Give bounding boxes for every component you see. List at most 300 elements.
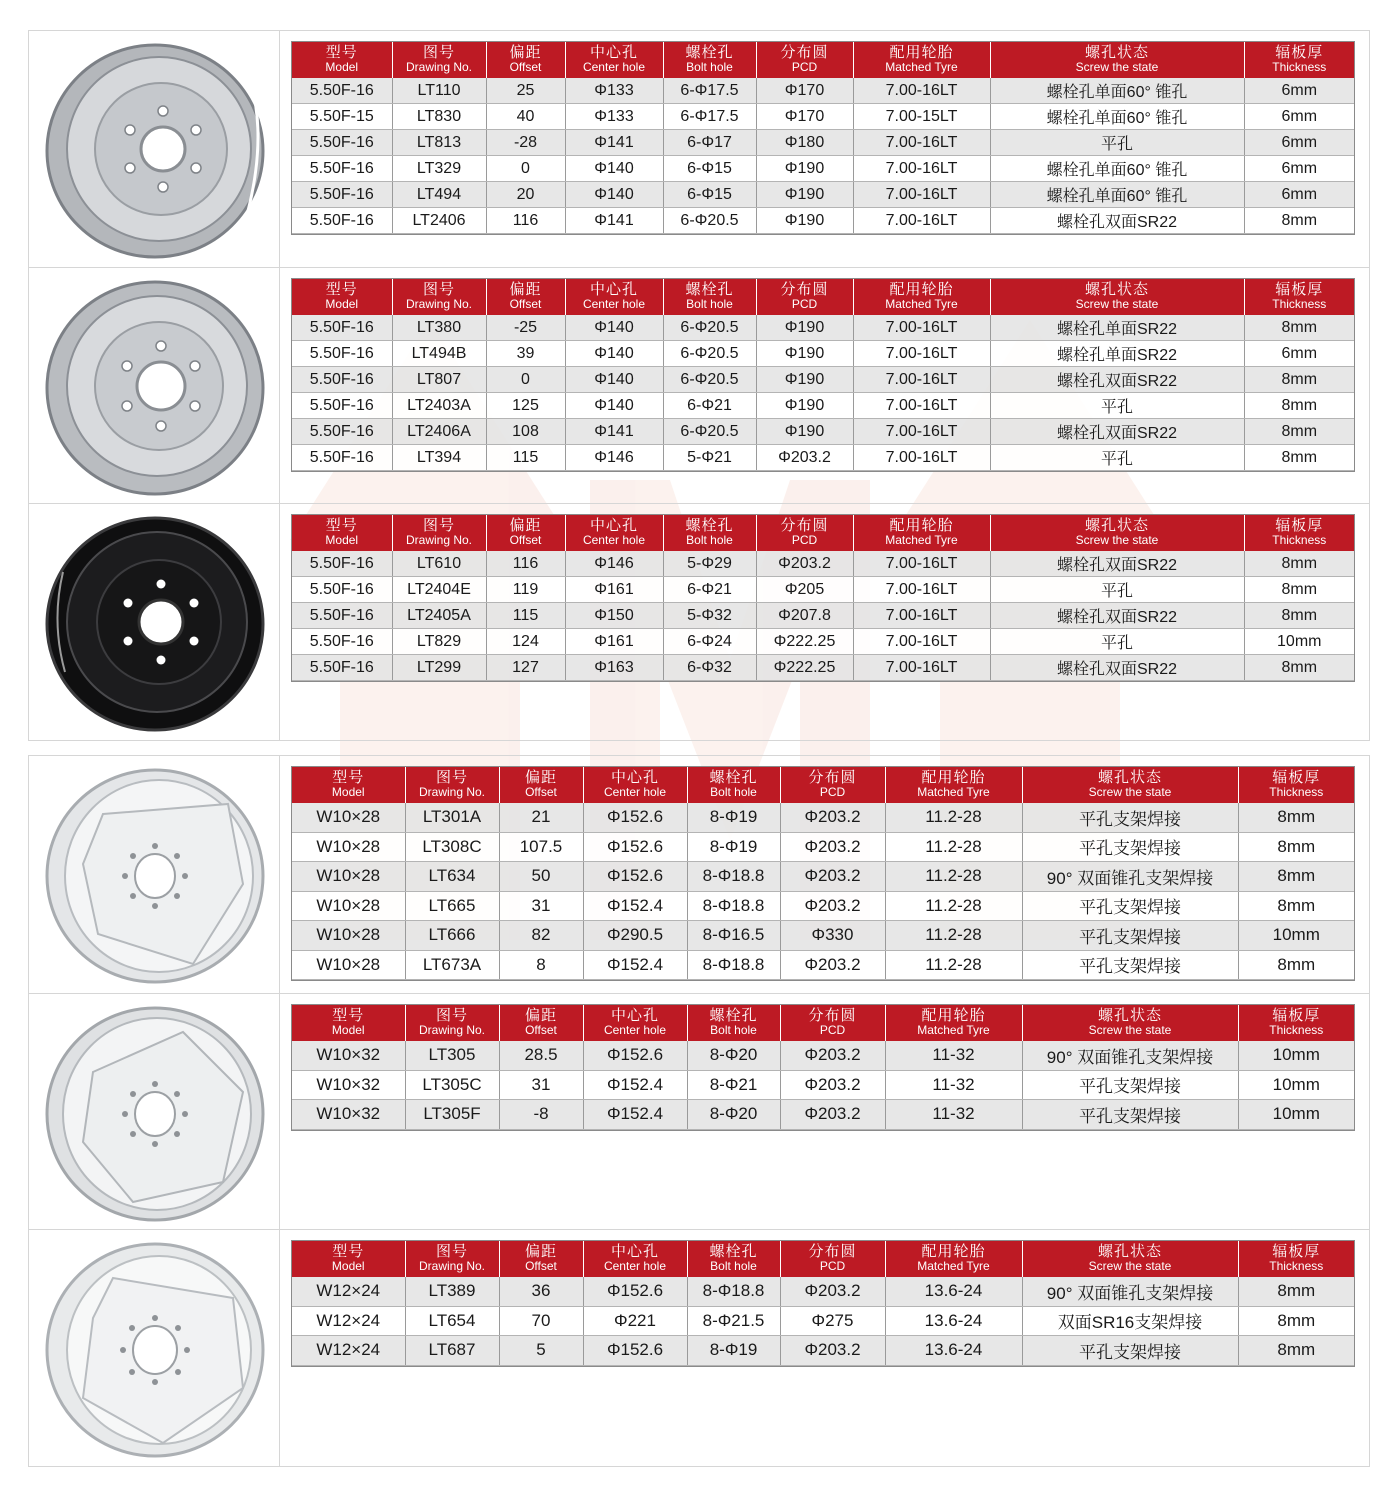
col-matched-tyre: 配用轮胎 Matched Tyre — [885, 1005, 1022, 1041]
table-body — [292, 78, 1354, 234]
table-cell: 6mm — [1244, 104, 1354, 130]
table-header — [292, 1241, 1354, 1277]
table-cell: LT380 — [392, 315, 486, 341]
table-cell: 6-Φ21 — [663, 393, 756, 419]
table-cell: 5-Φ32 — [663, 603, 756, 629]
table-cell: -8 — [499, 1100, 583, 1130]
table-cell: 螺栓孔双面SR22 — [990, 655, 1244, 681]
table-cell: 7.00-16LT — [853, 577, 990, 603]
table-cell: 5.50F-16 — [292, 551, 392, 577]
table-cell: 6-Φ32 — [663, 655, 756, 681]
table-row — [292, 367, 1354, 393]
col-screw-state: 螺孔状态 Screw the state — [990, 42, 1244, 78]
table-cell: Φ133 — [565, 78, 663, 104]
table-cell: 5.50F-16 — [292, 208, 392, 234]
col-model: 型号 Model — [292, 279, 392, 315]
table-cell: 8 — [499, 950, 583, 980]
table-cell: 6mm — [1244, 341, 1354, 367]
col-matched-tyre: 配用轮胎 Matched Tyre — [853, 279, 990, 315]
table-cell: 8-Φ18.8 — [687, 891, 780, 921]
table-cell: 108 — [486, 419, 565, 445]
table-cell: Φ152.6 — [583, 803, 687, 832]
col-offset: 偏距 Offset — [486, 279, 565, 315]
table-cell: Φ140 — [565, 156, 663, 182]
col-thickness: 辐板厚 Thickness — [1244, 515, 1354, 551]
table-cell: Φ140 — [565, 341, 663, 367]
table-cell: 7.00-16LT — [853, 156, 990, 182]
table-cell: 8-Φ20 — [687, 1041, 780, 1070]
table-cell: 11.2-28 — [885, 803, 1022, 832]
table-cell: 螺栓孔双面SR22 — [990, 419, 1244, 445]
table-row — [292, 803, 1354, 832]
table-cell: 6-Φ24 — [663, 629, 756, 655]
table-cell: Φ203.2 — [756, 551, 853, 577]
table-cell: 21 — [499, 803, 583, 832]
table-cell: 8-Φ18.8 — [687, 862, 780, 892]
col-drawing-no: 图号 Drawing No. — [392, 515, 486, 551]
table-cell: 13.6-24 — [885, 1306, 1022, 1336]
wheel-silver-image — [43, 39, 267, 261]
col-pcd: 分布圆 PCD — [780, 767, 885, 803]
table-cell: LT610 — [392, 551, 486, 577]
table-cell: 7.00-15LT — [853, 104, 990, 130]
table-cell: 7.00-16LT — [853, 315, 990, 341]
table-cell: 8mm — [1244, 393, 1354, 419]
section-2 — [29, 267, 1369, 504]
table-cell: LT2404E — [392, 577, 486, 603]
table-cell: 7.00-16LT — [853, 208, 990, 234]
col-screw-state: 螺孔状态 Screw the state — [1022, 1241, 1238, 1277]
table-cell: Φ190 — [756, 419, 853, 445]
table-row — [292, 1070, 1354, 1100]
table-row — [292, 832, 1354, 862]
table-body — [292, 1277, 1354, 1365]
table-header — [292, 1005, 1354, 1041]
table-body — [292, 1041, 1354, 1129]
table-cell: 8mm — [1244, 208, 1354, 234]
table-cell: 10mm — [1244, 629, 1354, 655]
table-cell: Φ203.2 — [780, 1070, 885, 1100]
table-cell: LT654 — [405, 1306, 499, 1336]
wheel-image-cell — [29, 756, 280, 993]
table-cell: 平孔支架焊接 — [1022, 1336, 1238, 1366]
table-cell: Φ275 — [780, 1306, 885, 1336]
table-cell: Φ190 — [756, 315, 853, 341]
table-row — [292, 104, 1354, 130]
table-cell: Φ190 — [756, 341, 853, 367]
col-bolt-hole: 螺栓孔 Bolt hole — [687, 1241, 780, 1277]
col-model: 型号 Model — [292, 767, 405, 803]
table-cell: LT813 — [392, 130, 486, 156]
table-header — [292, 515, 1354, 551]
table-cell: 5.50F-16 — [292, 130, 392, 156]
table-cell: 6-Φ21 — [663, 577, 756, 603]
table-cell: 平孔 — [990, 629, 1244, 655]
table-cell: Φ203.2 — [780, 1336, 885, 1366]
table-cell: 7.00-16LT — [853, 603, 990, 629]
table-row — [292, 419, 1354, 445]
table-cell: 5-Φ21 — [663, 445, 756, 471]
table-cell: Φ150 — [565, 603, 663, 629]
table-cell: LT665 — [405, 891, 499, 921]
table-cell: 5.50F-16 — [292, 182, 392, 208]
group-550f — [28, 30, 1370, 741]
table-cell: 8mm — [1238, 1277, 1354, 1306]
table-cell: 5.50F-16 — [292, 629, 392, 655]
table-cell: 0 — [486, 367, 565, 393]
table-header — [292, 767, 1354, 803]
table-cell: 8mm — [1238, 803, 1354, 832]
table-cell: W10×28 — [292, 891, 405, 921]
col-offset: 偏距 Offset — [499, 767, 583, 803]
table-cell: 6-Φ17 — [663, 130, 756, 156]
table-row — [292, 182, 1354, 208]
col-drawing-no: 图号 Drawing No. — [405, 1241, 499, 1277]
spec-table-4 — [292, 767, 1354, 980]
table-cell: 70 — [499, 1306, 583, 1336]
table-cell: LT301A — [405, 803, 499, 832]
table-cell: Φ205 — [756, 577, 853, 603]
table-row — [292, 315, 1354, 341]
col-model: 型号 Model — [292, 515, 392, 551]
col-matched-tyre: 配用轮胎 Matched Tyre — [885, 767, 1022, 803]
table-cell: W10×28 — [292, 832, 405, 862]
table-cell: Φ190 — [756, 182, 853, 208]
table-cell: 螺栓孔单面60° 锥孔 — [990, 78, 1244, 104]
table-cell: W10×28 — [292, 950, 405, 980]
table-cell: W10×28 — [292, 862, 405, 892]
table-cell: 平孔 — [990, 130, 1244, 156]
table-cell: Φ152.4 — [583, 1070, 687, 1100]
table-cell: Φ152.6 — [583, 832, 687, 862]
col-bolt-hole: 螺栓孔 Bolt hole — [687, 1005, 780, 1041]
table-cell: LT2406 — [392, 208, 486, 234]
table-cell: Φ146 — [565, 445, 663, 471]
table-row — [292, 891, 1354, 921]
table-row — [292, 130, 1354, 156]
col-center-hole: 中心孔 Center hole — [565, 42, 663, 78]
table-cell: 6-Φ20.5 — [663, 419, 756, 445]
table-cell: LT308C — [405, 832, 499, 862]
table-row — [292, 921, 1354, 951]
table-row — [292, 393, 1354, 419]
table-cell: 116 — [486, 208, 565, 234]
table-row — [292, 156, 1354, 182]
table-cell: 90° 双面锥孔支架焊接 — [1022, 862, 1238, 892]
wheel-black-image — [43, 512, 267, 734]
table-cell: 6-Φ20.5 — [663, 341, 756, 367]
spec-table-6 — [292, 1241, 1354, 1366]
table-cell: Φ203.2 — [756, 445, 853, 471]
col-matched-tyre: 配用轮胎 Matched Tyre — [853, 515, 990, 551]
table-cell: 25 — [486, 78, 565, 104]
col-drawing-no: 图号 Drawing No. — [392, 279, 486, 315]
table-cell: 8-Φ20 — [687, 1100, 780, 1130]
table-cell: Φ146 — [565, 551, 663, 577]
table-cell: 6-Φ15 — [663, 182, 756, 208]
table-cell: 39 — [486, 341, 565, 367]
table-cell: 平孔支架焊接 — [1022, 1070, 1238, 1100]
table-cell: 8-Φ18.8 — [687, 950, 780, 980]
table-row — [292, 862, 1354, 892]
table-cell: 8mm — [1244, 445, 1354, 471]
table-cell: Φ190 — [756, 156, 853, 182]
table-cell: Φ152.6 — [583, 1041, 687, 1070]
table-cell: 5.50F-16 — [292, 315, 392, 341]
spec-table-3 — [292, 515, 1354, 681]
table-cell: Φ190 — [756, 367, 853, 393]
table-cell: LT329 — [392, 156, 486, 182]
col-offset: 偏距 Offset — [499, 1005, 583, 1041]
table-cell: 8-Φ19 — [687, 832, 780, 862]
table-cell: 6mm — [1244, 78, 1354, 104]
spec-table-5 — [292, 1005, 1354, 1130]
table-cell: 6-Φ17.5 — [663, 78, 756, 104]
table-cell: 7.00-16LT — [853, 445, 990, 471]
table-cell: Φ203.2 — [780, 862, 885, 892]
spec-table-2 — [292, 279, 1354, 471]
table-cell: 5.50F-15 — [292, 104, 392, 130]
table-cell: 8mm — [1244, 551, 1354, 577]
table-cell: LT687 — [405, 1336, 499, 1366]
table-cell: 6mm — [1244, 156, 1354, 182]
table-cell: 8mm — [1238, 891, 1354, 921]
table-row — [292, 1041, 1354, 1070]
wheel-image-cell — [29, 504, 280, 741]
section-6 — [29, 1229, 1369, 1467]
col-offset: 偏距 Offset — [486, 42, 565, 78]
table-cell: 7.00-16LT — [853, 551, 990, 577]
table-cell: LT305F — [405, 1100, 499, 1130]
table-cell: -25 — [486, 315, 565, 341]
table-cell: 平孔支架焊接 — [1022, 803, 1238, 832]
section-3 — [29, 503, 1369, 741]
table-cell: 11.2-28 — [885, 950, 1022, 980]
col-matched-tyre: 配用轮胎 Matched Tyre — [853, 42, 990, 78]
table-cell: 90° 双面锥孔支架焊接 — [1022, 1041, 1238, 1070]
table-cell: Φ141 — [565, 419, 663, 445]
table-cell: Φ221 — [583, 1306, 687, 1336]
table-row — [292, 208, 1354, 234]
col-thickness: 辐板厚 Thickness — [1238, 1005, 1354, 1041]
table-cell: W10×28 — [292, 921, 405, 951]
table-cell: 5.50F-16 — [292, 367, 392, 393]
table-cell: 11.2-28 — [885, 891, 1022, 921]
table-cell: 127 — [486, 655, 565, 681]
col-bolt-hole: 螺栓孔 Bolt hole — [663, 515, 756, 551]
table-row — [292, 551, 1354, 577]
table-cell: 11-32 — [885, 1041, 1022, 1070]
table-cell: 7.00-16LT — [853, 655, 990, 681]
table-cell: 7.00-16LT — [853, 419, 990, 445]
table-cell: 10mm — [1238, 1041, 1354, 1070]
table-cell: 116 — [486, 551, 565, 577]
table-cell: Φ330 — [780, 921, 885, 951]
col-pcd: 分布圆 PCD — [756, 515, 853, 551]
table-cell: 5-Φ29 — [663, 551, 756, 577]
col-model: 型号 Model — [292, 1241, 405, 1277]
table-cell: 11-32 — [885, 1100, 1022, 1130]
table-cell: Φ152.4 — [583, 1100, 687, 1130]
col-bolt-hole: 螺栓孔 Bolt hole — [687, 767, 780, 803]
table-cell: LT305 — [405, 1041, 499, 1070]
table-cell: Φ152.6 — [583, 1277, 687, 1306]
table-cell: W10×32 — [292, 1041, 405, 1070]
table-cell: 7.00-16LT — [853, 393, 990, 419]
table-cell: 115 — [486, 445, 565, 471]
table-cell: 82 — [499, 921, 583, 951]
table-cell: Φ180 — [756, 130, 853, 156]
table-cell: Φ140 — [565, 182, 663, 208]
table-cell: 28.5 — [499, 1041, 583, 1070]
table-row — [292, 950, 1354, 980]
table-header — [292, 42, 1354, 78]
table-cell: 螺栓孔双面SR22 — [990, 208, 1244, 234]
table-cell: 7.00-16LT — [853, 130, 990, 156]
table-cell: 5.50F-16 — [292, 445, 392, 471]
table-cell: 0 — [486, 156, 565, 182]
table-cell: 6-Φ20.5 — [663, 208, 756, 234]
col-pcd: 分布圆 PCD — [780, 1005, 885, 1041]
table-cell: 平孔 — [990, 445, 1244, 471]
table-cell: 10mm — [1238, 921, 1354, 951]
table-cell: W10×32 — [292, 1100, 405, 1130]
table-cell: Φ161 — [565, 577, 663, 603]
col-model: 型号 Model — [292, 1005, 405, 1041]
table-cell: 5.50F-16 — [292, 393, 392, 419]
col-pcd: 分布圆 PCD — [756, 279, 853, 315]
table-cell: Φ207.8 — [756, 603, 853, 629]
table-cell: 平孔支架焊接 — [1022, 921, 1238, 951]
table-cell: LT299 — [392, 655, 486, 681]
table-cell: 7.00-16LT — [853, 341, 990, 367]
wheel-white-image — [43, 1238, 267, 1460]
table-cell: 7.00-16LT — [853, 78, 990, 104]
table-cell: Φ163 — [565, 655, 663, 681]
table-cell: 螺栓孔双面SR22 — [990, 551, 1244, 577]
table-cell: W12×24 — [292, 1306, 405, 1336]
wheel-silver-image — [43, 276, 267, 498]
table-cell: 6-Φ20.5 — [663, 367, 756, 393]
col-thickness: 辐板厚 Thickness — [1244, 42, 1354, 78]
table-cell: 8mm — [1238, 862, 1354, 892]
table-cell: W12×24 — [292, 1336, 405, 1366]
col-offset: 偏距 Offset — [486, 515, 565, 551]
table-cell: Φ140 — [565, 367, 663, 393]
table-cell: 7.00-16LT — [853, 629, 990, 655]
table-cell: Φ203.2 — [780, 891, 885, 921]
col-screw-state: 螺孔状态 Screw the state — [1022, 1005, 1238, 1041]
table-cell: 8-Φ21.5 — [687, 1306, 780, 1336]
table-header — [292, 279, 1354, 315]
table-cell: 31 — [499, 891, 583, 921]
table-cell: 20 — [486, 182, 565, 208]
table-cell: 8-Φ18.8 — [687, 1277, 780, 1306]
table-cell: 6-Φ17.5 — [663, 104, 756, 130]
table-cell: LT494B — [392, 341, 486, 367]
table-cell: 5.50F-16 — [292, 341, 392, 367]
table-cell: 50 — [499, 862, 583, 892]
wheel-white-image — [43, 1002, 267, 1224]
table-cell: LT829 — [392, 629, 486, 655]
table-row — [292, 78, 1354, 104]
table-cell: Φ203.2 — [780, 1100, 885, 1130]
col-matched-tyre: 配用轮胎 Matched Tyre — [885, 1241, 1022, 1277]
table-cell: -28 — [486, 130, 565, 156]
table-cell: 125 — [486, 393, 565, 419]
table-cell: Φ152.6 — [583, 1336, 687, 1366]
table-body — [292, 803, 1354, 980]
col-pcd: 分布圆 PCD — [780, 1241, 885, 1277]
table-cell: 螺栓孔单面60° 锥孔 — [990, 156, 1244, 182]
table-cell: W12×24 — [292, 1277, 405, 1306]
col-bolt-hole: 螺栓孔 Bolt hole — [663, 279, 756, 315]
col-thickness: 辐板厚 Thickness — [1238, 767, 1354, 803]
table-cell: Φ190 — [756, 393, 853, 419]
table-cell: 螺栓孔双面SR22 — [990, 367, 1244, 393]
table-cell: Φ161 — [565, 629, 663, 655]
table-cell: Φ222.25 — [756, 629, 853, 655]
table-row — [292, 655, 1354, 681]
table-cell: 7.00-16LT — [853, 367, 990, 393]
table-cell: 107.5 — [499, 832, 583, 862]
table-cell: 11-32 — [885, 1070, 1022, 1100]
col-thickness: 辐板厚 Thickness — [1244, 279, 1354, 315]
table-cell: 8-Φ19 — [687, 803, 780, 832]
table-cell: Φ203.2 — [780, 1041, 885, 1070]
table-cell: Φ152.4 — [583, 891, 687, 921]
table-cell: 8mm — [1238, 950, 1354, 980]
table-cell: Φ203.2 — [780, 950, 885, 980]
table-row — [292, 1100, 1354, 1130]
col-offset: 偏距 Offset — [499, 1241, 583, 1277]
table-cell: 螺栓孔双面SR22 — [990, 603, 1244, 629]
table-row — [292, 603, 1354, 629]
table-cell: W10×32 — [292, 1070, 405, 1100]
table-cell: Φ140 — [565, 393, 663, 419]
wheel-image-cell — [29, 994, 280, 1230]
wheel-white-image — [43, 764, 267, 986]
table-cell: LT2403A — [392, 393, 486, 419]
table-cell: 螺栓孔单面SR22 — [990, 315, 1244, 341]
table-cell: 40 — [486, 104, 565, 130]
table-row — [292, 341, 1354, 367]
table-cell: LT2405A — [392, 603, 486, 629]
section-5 — [29, 993, 1369, 1230]
table-cell: Φ141 — [565, 130, 663, 156]
col-drawing-no: 图号 Drawing No. — [405, 1005, 499, 1041]
table-cell: Φ203.2 — [780, 1277, 885, 1306]
table-cell: Φ203.2 — [780, 803, 885, 832]
table-cell: 90° 双面锥孔支架焊接 — [1022, 1277, 1238, 1306]
table-cell: LT634 — [405, 862, 499, 892]
table-cell: 平孔支架焊接 — [1022, 832, 1238, 862]
table-cell: 5.50F-16 — [292, 156, 392, 182]
table-cell: 119 — [486, 577, 565, 603]
table-cell: 平孔支架焊接 — [1022, 1100, 1238, 1130]
section-1 — [29, 31, 1369, 267]
table-cell: LT2406A — [392, 419, 486, 445]
col-screw-state: 螺孔状态 Screw the state — [1022, 767, 1238, 803]
table-cell: 115 — [486, 603, 565, 629]
table-cell: 双面SR16支架焊接 — [1022, 1306, 1238, 1336]
table-cell: 8mm — [1244, 603, 1354, 629]
table-cell: LT807 — [392, 367, 486, 393]
table-cell: 8-Φ21 — [687, 1070, 780, 1100]
col-pcd: 分布圆 PCD — [756, 42, 853, 78]
table-cell: 5 — [499, 1336, 583, 1366]
table-cell: 11.2-28 — [885, 921, 1022, 951]
